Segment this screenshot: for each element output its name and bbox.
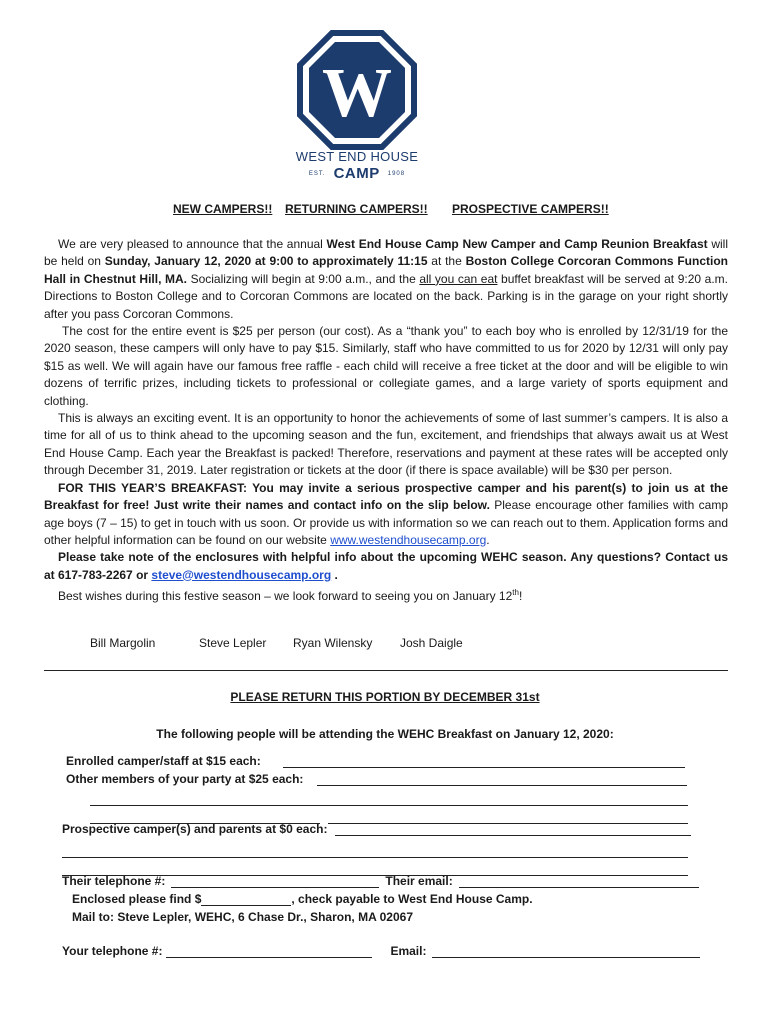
mail-to-row	[72, 908, 413, 924]
text: Socializing will begin at 9:00 a.m., and the	[186, 271, 420, 286]
letter-body	[44, 236, 728, 606]
email-label: Email:	[390, 944, 427, 958]
signature-name: Ryan Wilensky	[293, 636, 373, 650]
enclosed-suffix: , check payable to West End House Camp.	[291, 892, 533, 906]
enclosed-amount-field[interactable]	[201, 893, 291, 906]
event-name: West End House Camp New Camper and Camp Reunion Breakfast	[326, 237, 708, 251]
text: !	[518, 589, 523, 604]
their-contact-row	[62, 872, 699, 888]
your-contact-row	[62, 942, 700, 958]
paragraph-announcement	[44, 236, 728, 323]
website-link[interactable]: www.westendhousecamp.org	[330, 532, 487, 547]
prospective-label: Prospective camper(s) and parents at $0 each:	[62, 822, 328, 836]
text: at the	[427, 254, 466, 269]
paragraph-closing	[44, 584, 728, 605]
paragraph-enclosures	[44, 549, 728, 584]
enclosures-note: Please take note of the enclosures with helpful info about the upcoming WEHC season. Any questions? Contact us at 617-783-2267 or	[44, 550, 728, 582]
text: Best wishes during this festive season – we look forward to seeing you on January 12	[58, 589, 513, 604]
prospective-field[interactable]	[335, 823, 691, 836]
text: We are very pleased to announce that the annual	[58, 237, 327, 251]
paragraph-prospective	[44, 480, 728, 550]
enrolled-label: Enrolled camper/staff at $15 each:	[66, 754, 261, 768]
signature-name: Steve Lepler	[199, 636, 267, 650]
other-members-row	[66, 770, 687, 786]
your-phone-label: Your telephone #:	[62, 944, 163, 958]
blank-row	[90, 790, 688, 806]
cut-line-divider	[44, 670, 728, 671]
underlined-text: all you can eat	[419, 271, 498, 286]
heading-prospective-campers: PROSPECTIVE CAMPERS!!	[452, 202, 609, 216]
text: .	[486, 532, 490, 547]
their-phone-label: Their telephone #:	[62, 874, 166, 888]
attending-heading: The following people will be attending the WEHC Breakfast on January 12, 2020:	[156, 727, 614, 741]
brand-wordmark	[270, 150, 444, 182]
blank-line-field[interactable]	[62, 845, 688, 858]
text: .	[331, 567, 338, 582]
their-email-label: Their email:	[385, 874, 453, 888]
enrolled-row	[66, 752, 685, 768]
logo-letter: W	[322, 55, 392, 132]
paragraph-cost: The cost for the entire event is $25 per person (our cost). As a “thank you” to each boy who is enrolled by 12/31/19 for the 2020 season, these campers will only have to pay $15. Similarly, staff who have committed to us for 2020 by 12/31 will only pay $15 as well. We will again have our famous free raffle - each child will receive a free ticket at the door and will be eligible to win dozens of terrific prizes, including tickets to professional or collegiate games, and a large variety of sports equipment and clothing.	[44, 324, 728, 408]
their-email-field[interactable]	[459, 875, 699, 888]
prospective-row	[62, 820, 691, 836]
email-field[interactable]	[432, 945, 700, 958]
signature-name: Josh Daigle	[400, 636, 463, 650]
your-phone-field[interactable]	[166, 945, 372, 958]
enclosed-row	[72, 890, 533, 906]
brand-est: EST.	[308, 170, 326, 177]
enrolled-field[interactable]	[283, 755, 685, 768]
heading-returning-campers: RETURNING CAMPERS!!	[285, 202, 428, 216]
text: will be held on	[44, 237, 729, 269]
event-date: Sunday, January 12, 2020 at 9:00 to approximately 11:15	[104, 254, 428, 269]
their-phone-field[interactable]	[171, 875, 379, 888]
text: Please encourage other families with camp age boys (7 – 15) to get in touch with us soon. Or provide us with information so we can reach out to them. Application forms and other helpful information can be found on our website	[44, 498, 728, 547]
enclosed-prefix: Enclosed please find $	[72, 892, 202, 906]
other-members-label: Other members of your party at $25 each:	[66, 772, 304, 786]
email-link[interactable]: steve@westendhousecamp.org	[151, 567, 332, 582]
other-members-field[interactable]	[317, 773, 687, 786]
superscript: th	[512, 588, 519, 598]
text: buffet breakfast will be served at 9:20 a.m. Directions to Boston College and to Corcoran Commons are located on the back. Parking is in the garage on your right shortly after you pass Corcoran Commons.	[44, 271, 728, 321]
octagon-w-logo	[297, 30, 417, 150]
signature-name: Bill Margolin	[90, 636, 156, 650]
blank-row	[62, 842, 688, 858]
brand-year: 1908	[387, 170, 406, 177]
brand-camp: CAMP	[333, 165, 380, 182]
blank-line-field[interactable]	[90, 793, 688, 806]
paragraph-exciting-event: This is always an exciting event. It is an opportunity to honor the achievements of some of last summer’s campers. It is also a time for all of us to think ahead to the upcoming season and the fun, excitement, and friendships that always await us at West End House Camp. Each year the Breakfast is packed! Therefore, reservations and payment at these rates will be accepted only through December 31, 2019. Later registration or tickets at the door (if there is space available) will be $30 per person.	[44, 411, 728, 478]
return-heading: PLEASE RETURN THIS PORTION BY DECEMBER 31st	[230, 690, 540, 704]
mail-to-address: Mail to: Steve Lepler, WEHC, 6 Chase Dr., Sharon, MA 02067	[72, 910, 413, 924]
brand-name: WEST END HOUSE	[295, 149, 419, 164]
heading-new-campers: NEW CAMPERS!!	[173, 202, 273, 216]
prospective-invite: FOR THIS YEAR’S BREAKFAST: You may invite a serious prospective camper and his parent(s) to join us at the Breakfast for free! Just write their names and contact info on the slip below.	[44, 480, 728, 513]
event-location: Boston College Corcoran Commons Function Hall in Chestnut Hill, MA.	[44, 254, 729, 286]
